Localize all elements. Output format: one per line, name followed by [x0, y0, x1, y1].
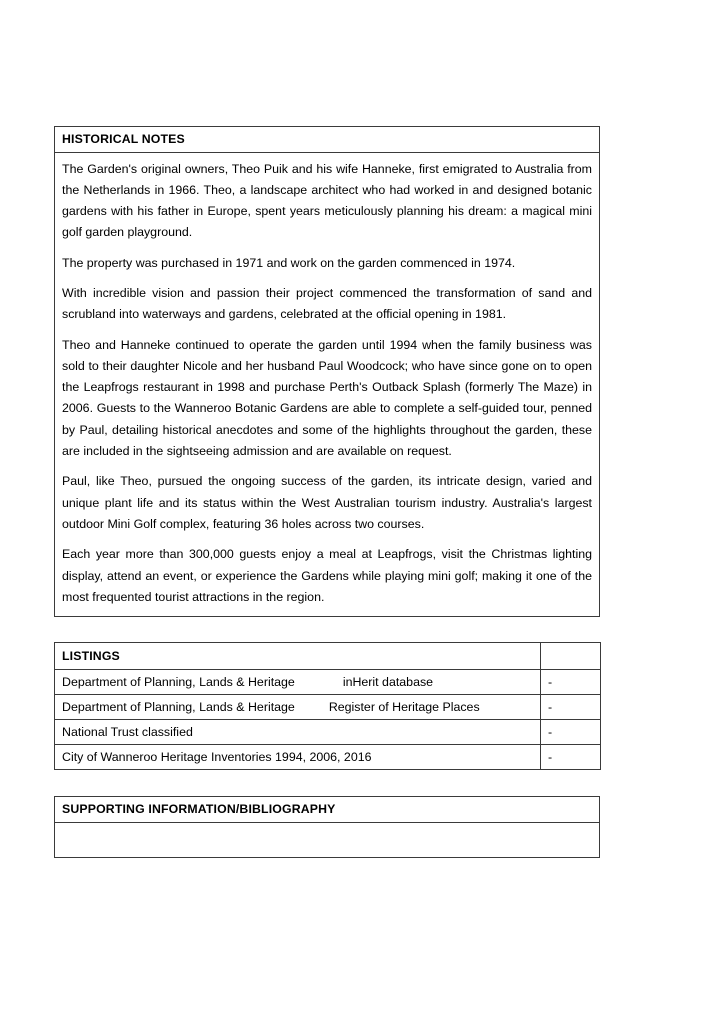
listings-title: LISTINGS: [55, 643, 541, 670]
table-row: [55, 695, 601, 720]
table-row: [55, 720, 601, 745]
supporting-information-title: SUPPORTING INFORMATION/BIBLIOGRAPHY: [55, 797, 599, 823]
table-row: [55, 745, 601, 770]
listings-title-value: [541, 643, 601, 670]
historical-notes-section: [54, 126, 600, 617]
listings-header-row: [55, 643, 601, 670]
listings-row-label: [55, 695, 541, 720]
listings-row-label: City of Wanneroo Heritage Inventories 1994, 2006, 2016: [55, 745, 541, 770]
listings-table: [54, 642, 601, 770]
historical-notes-paragraph: Paul, like Theo, pursued the ongoing success of the garden, its intricate design, varied and unique plant life and its status within the West Australian tourism industry. Australia's largest outdoor Mini Golf complex, featuring 36 holes across two courses.: [62, 474, 592, 531]
page-content: [54, 126, 600, 858]
supporting-information-body: [55, 823, 599, 857]
listings-register: Register of Heritage Places: [328, 700, 480, 715]
historical-notes-paragraph: The Garden's original owners, Theo Puik and his wife Hanneke, first emigrated to Australia from the Netherlands in 1966. Theo, a landscape architect who had worked in and designed botanic gardens with his father in Europe, spent years meticulously planning his dream: a magical mini golf garden playground.: [62, 161, 592, 240]
historical-notes-title: HISTORICAL NOTES: [55, 127, 599, 153]
listings-row-value: -: [541, 670, 601, 695]
section-spacer: [54, 617, 600, 642]
listings-row-value: -: [541, 720, 601, 745]
listings-authority: Department of Planning, Lands & Heritage: [62, 675, 295, 690]
table-row: [55, 670, 601, 695]
historical-notes-paragraph: With incredible vision and passion their project commenced the transformation of sand and scrubland into waterways and gardens, celebrated at the official opening in 1981.: [62, 286, 592, 322]
historical-notes-paragraph: Each year more than 300,000 guests enjoy a meal at Leapfrogs, visit the Christmas lighting display, attend an event, or experience the Gardens while playing mini golf; making it one of the most frequented tourist attractions in the region.: [62, 547, 592, 604]
listings-row-value: -: [541, 695, 601, 720]
listings-row-label: National Trust classified: [55, 720, 541, 745]
historical-notes-paragraph: The property was purchased in 1971 and work on the garden commenced in 1974.: [62, 255, 516, 270]
section-spacer: [54, 770, 600, 796]
listings-register: inHerit database: [342, 675, 434, 690]
listings-authority: Department of Planning, Lands & Heritage: [62, 700, 295, 715]
supporting-information-section: [54, 796, 600, 858]
listings-row-label: [55, 670, 541, 695]
historical-notes-paragraph: Theo and Hanneke continued to operate the garden until 1994 when the family business was sold to their daughter Nicole and her husband Paul Woodcock; who have since gone on to open the Leapfrogs restaurant in 1998 and purchase Perth's Outback Splash (formerly The Maze) in 2006. Guests to the Wanneroo Botanic Gardens are able to complete a self-guided tour, penned by Paul, detailing historical anecdotes and some of the highlights throughout the garden, these are included in the sightseeing admission and are available on request.: [62, 337, 592, 459]
historical-notes-body: [55, 153, 599, 617]
listings-row-value: -: [541, 745, 601, 770]
